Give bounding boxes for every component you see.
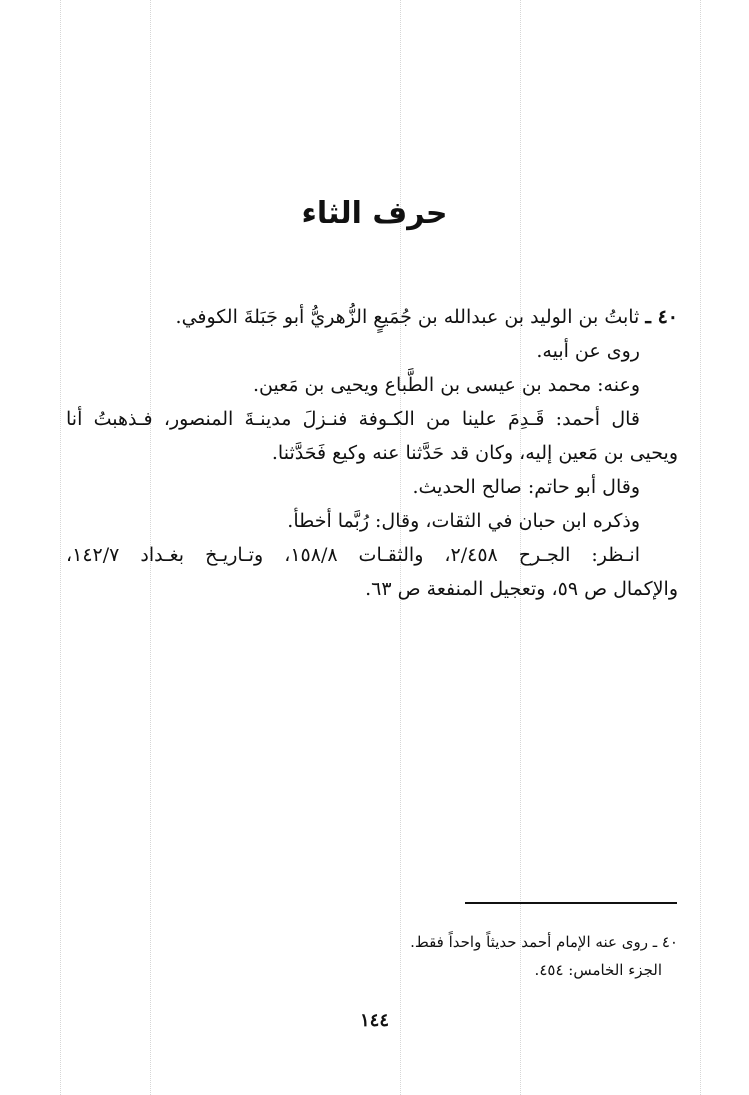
scan-guide-line — [700, 0, 701, 1095]
footnote-line-2: الجزء الخامس: ٤٥٤. — [534, 961, 662, 979]
footnote-divider — [465, 902, 677, 904]
footnote-line-1: ٤٠ ـ روى عنه الإمام أحمد حديثاً واحداً فقط. — [410, 933, 678, 951]
footnote-block — [300, 928, 678, 984]
ahmad-quote-line-2: ويحيى بن مَعين إليه، وكان قد حَدَّثنا عنه وكيع فَحَدَّثنا. — [271, 442, 678, 464]
ahmad-quote-line-1: قال أحمد: قَـدِمَ علينا من الكـوفة فنـزلَ مدينـةَ المنصور، فـذهبتُ أنا — [66, 408, 640, 430]
ibn-hibban-line: وذكره ابن حبان في الثقات، وقال: رُبَّما أخطأ. — [287, 510, 640, 532]
narrated-by-line: وعنه: محمد بن عيسى بن الطَّباع ويحيى بن مَعين. — [252, 374, 640, 396]
entry-heading-line — [66, 300, 678, 334]
entry-number: ٤٠ ـ — [645, 306, 678, 328]
page-number: ١٤٤ — [359, 1010, 389, 1031]
references-line-1: انـظر: الجـرح ٢/٤٥٨، والثقـات ١٥٨/٨، وتـاريـخ بغـداد ١٤٢/٧، — [66, 544, 640, 566]
entry-heading: ثابتُ بن الوليد بن عبدالله بن جُمَيعٍ الزُّهريُّ أبو جَبَلةَ الكوفي. — [175, 306, 640, 328]
abu-hatim-line: وقال أبو حاتم: صالح الحديث. — [412, 476, 640, 498]
chapter-title: حرف الثاء — [301, 196, 448, 231]
narrates-from-line: روى عن أبيه. — [536, 340, 640, 362]
references-line-2: والإكمال ص ٥٩، وتعجيل المنفعة ص ٦٣. — [365, 578, 678, 600]
entry-body — [66, 300, 678, 606]
scan-guide-line — [60, 0, 61, 1095]
